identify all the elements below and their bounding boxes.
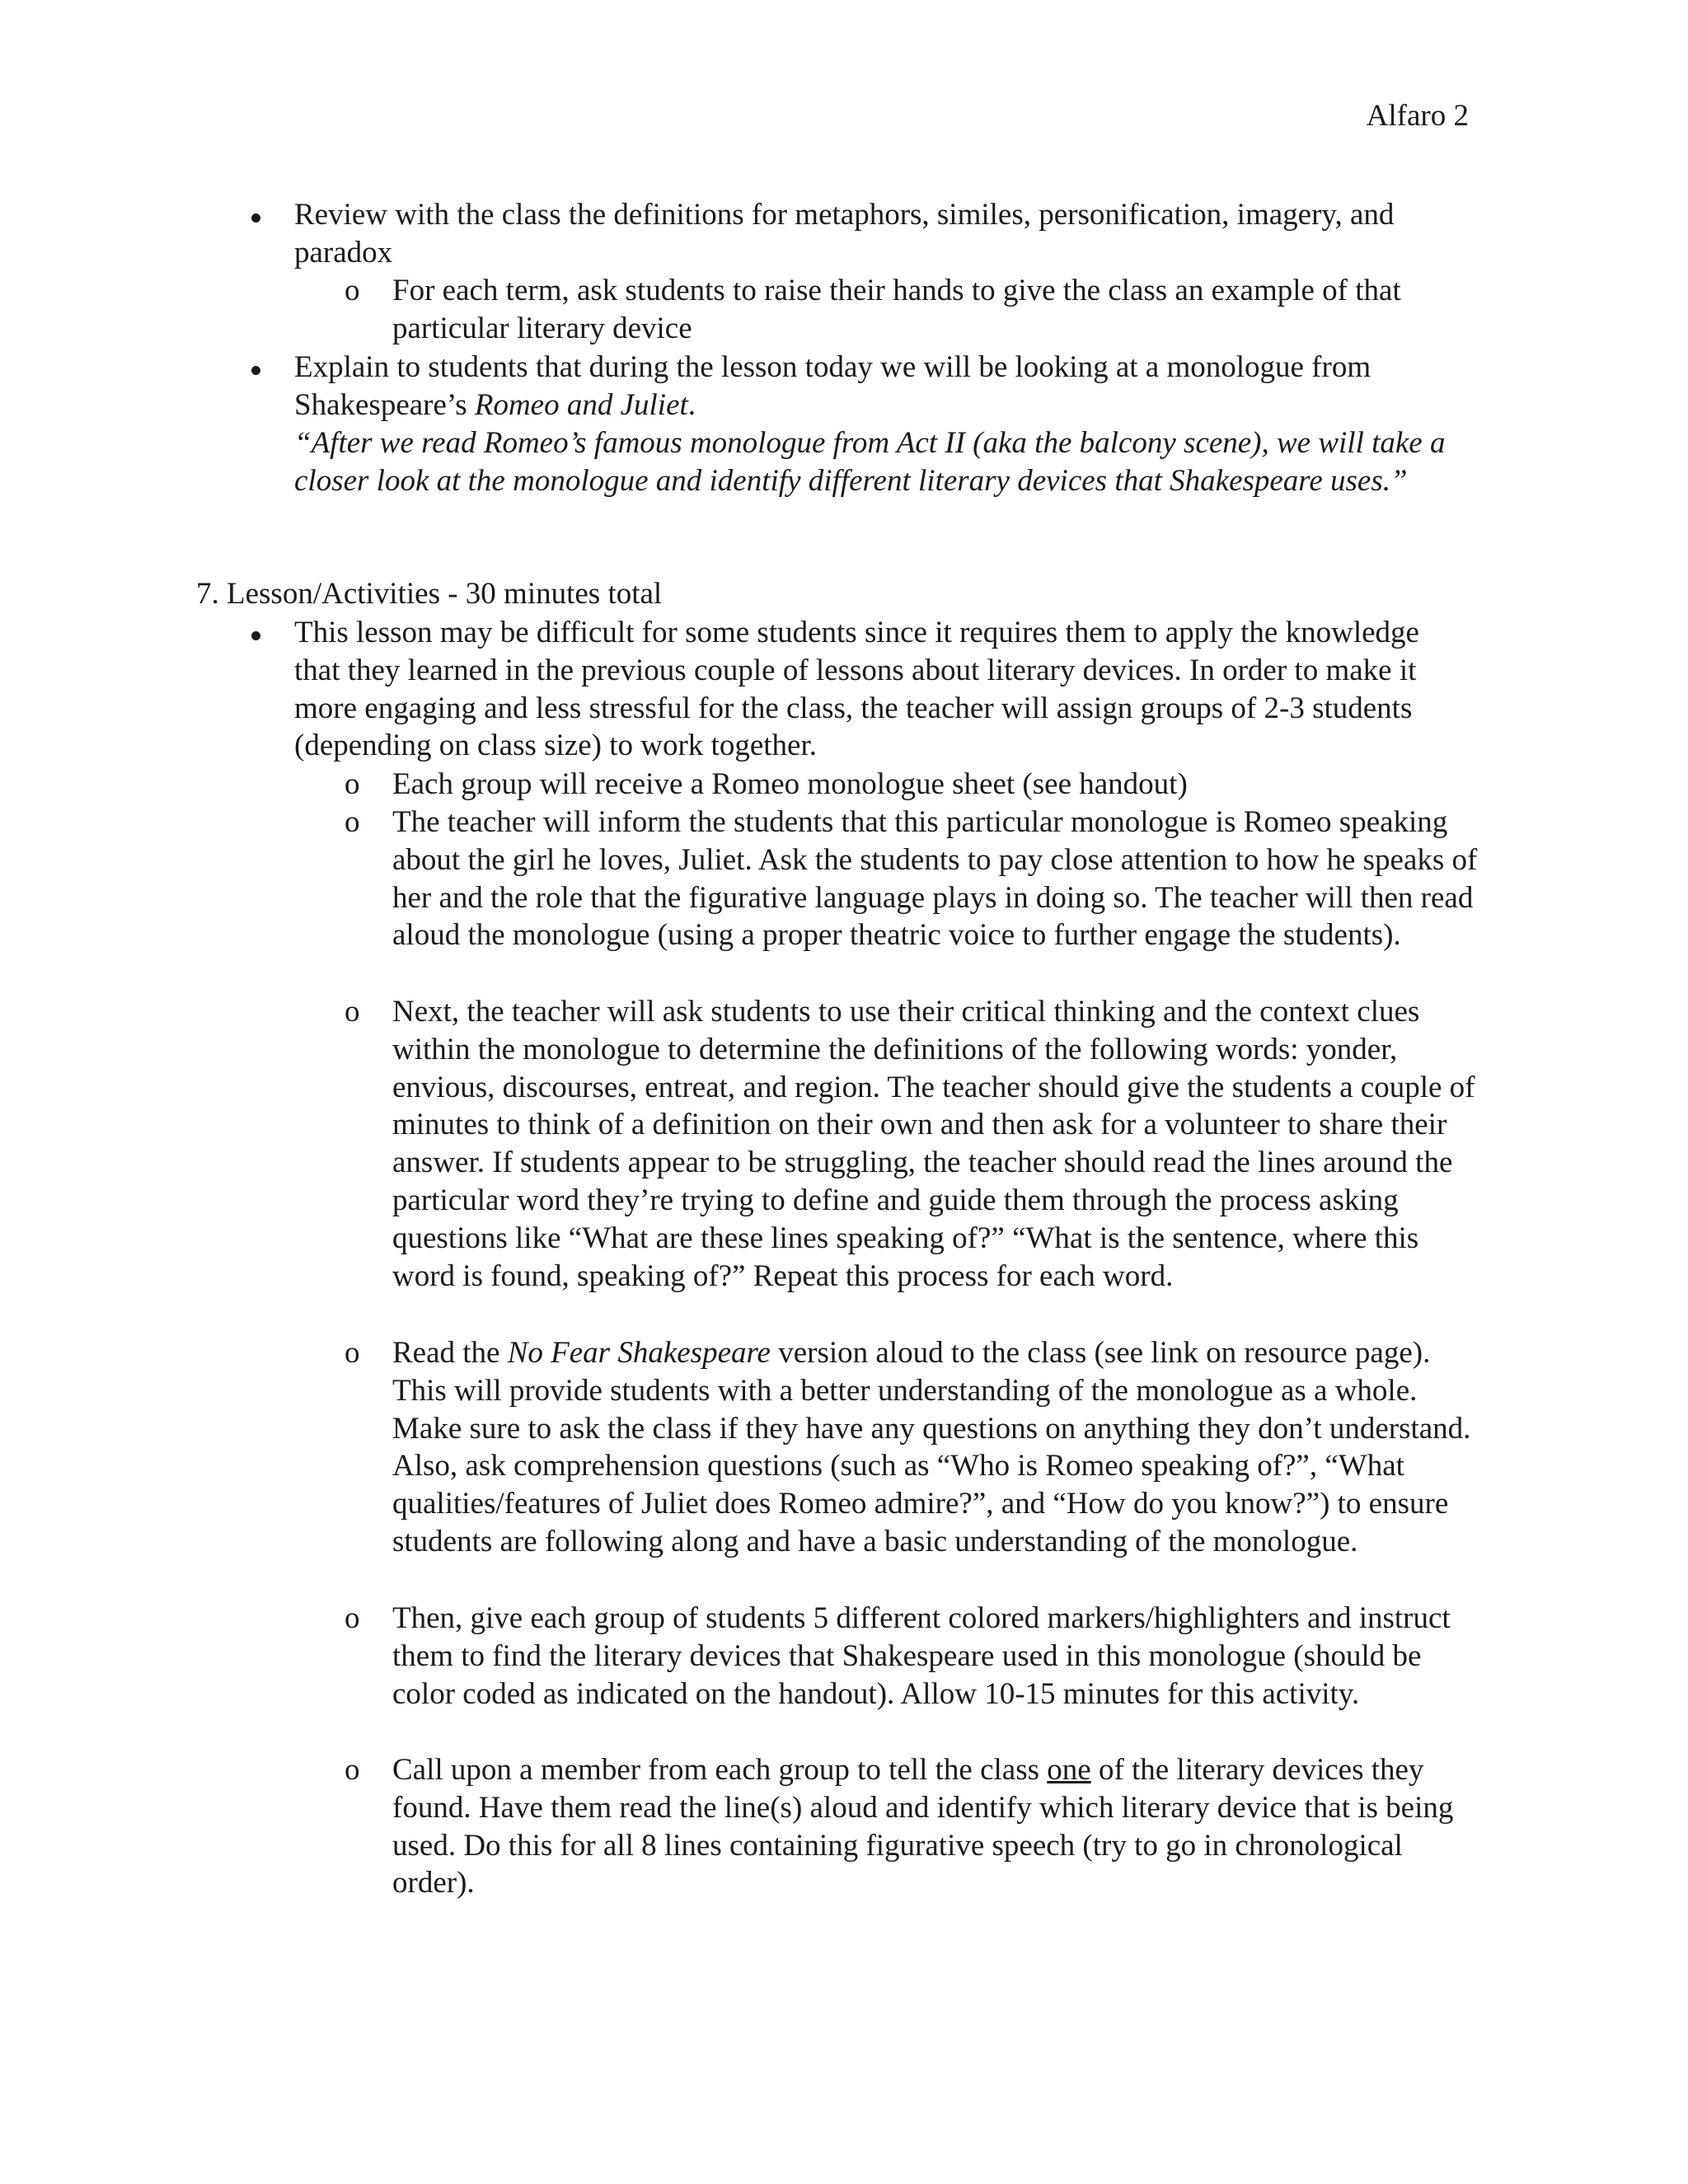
section-bullet: This lesson may be difficult for some students since it requires them to apply the knowledge that they learned in the previous couple of lessons about literary devices. In order to make it more engaging and less stressful for the class, the teacher will assign groups of 2-3 students (depending on class size) to work together. xyxy=(294,616,1419,763)
underlined-word: one xyxy=(1047,1753,1091,1787)
bullet-marker xyxy=(251,366,260,375)
intro-bullet-1: Review with the class the definitions for metaphors, similes, personification, imagery, and paradox xyxy=(294,198,1395,269)
play-title: Romeo and Juliet xyxy=(474,387,688,422)
sub-marker: o xyxy=(345,805,360,839)
bullet-marker xyxy=(251,631,260,640)
sub-marker: o xyxy=(345,995,360,1029)
intro-bullet-2: Explain to students that during the lesson today we will be looking at a monologue from Shakespeare’s Romeo and Juliet. xyxy=(294,350,1372,422)
sub-marker: o xyxy=(345,1336,360,1370)
sub-marker: o xyxy=(345,274,360,307)
sub-marker: o xyxy=(345,1753,360,1787)
subitem-5: Then, give each group of students 5 different colored markers/highlighters and instruct them to find the literary devices that Shakespeare used in this monologue (should be color coded as indicated on the handout). Allow 10-15 minutes for this activity. xyxy=(392,1601,1451,1711)
section-heading: 7. Lesson/Activities - 30 minutes total xyxy=(196,577,663,611)
subitem-6: Call upon a member from each group to tell the class one of the literary devices they found. Have them read the line(s) aloud and identify which literary device that is being used. Do this for all 8 lines containing figurative speech (try to go in chronological order). xyxy=(392,1753,1454,1900)
intro-quote: “After we read Romeo’s famous monologue from Act II (aka the balcony scene), we will take a closer look at the monologue and identify different literary devices that Shakespeare uses.” xyxy=(294,426,1446,498)
subitem-3: Next, the teacher will ask students to use their critical thinking and the context clues within the monologue to determine the definitions of the following words: yonder, envious, discourses, entreat, and region. The teacher should give the students a couple of minutes to think of a definition on their own and then ask for a volunteer to share their answer. If students appear to be struggling, the teacher should read the lines around the particular word they’re trying to define and guide them through the process asking questions like “What are these lines speaking of?” “What is the sentence, where this word is found, speaking of?” Repeat this process for each word. xyxy=(392,995,1475,1293)
subitem-1: Each group will receive a Romeo monologue sheet (see handout) xyxy=(392,767,1188,801)
subitem-2: The teacher will inform the students that this particular monologue is Romeo speaking about the girl he loves, Juliet. Ask the students to pay close attention to how he speaks of her and the role that the figurative language plays in doing so. The teacher will then read aloud the monologue (using a proper theatric voice to further engage the students). xyxy=(392,805,1478,953)
bullet-marker xyxy=(251,213,260,223)
intro-bullet-1-sub: For each term, ask students to raise their hands to give the class an example of that particular literary device xyxy=(392,274,1401,345)
sub-marker: o xyxy=(345,767,360,801)
book-title: No Fear Shakespeare xyxy=(507,1336,771,1370)
running-head: Alfaro 2 xyxy=(1366,99,1469,133)
subitem-4: Read the No Fear Shakespeare version aloud to the class (see link on resource page). This will provide students with a better understanding of the monologue as a whole. Make sure to ask the class if they have any questions on anything they don’t understand. Also, ask comprehension questions (such as “Who is Romeo speaking of?”, “What qualities/features of Juliet does Romeo admire?”, and “How do you know?”) to ensure students are following along and have a basic understanding of the monologue. xyxy=(392,1336,1471,1558)
sub-marker: o xyxy=(345,1601,360,1635)
